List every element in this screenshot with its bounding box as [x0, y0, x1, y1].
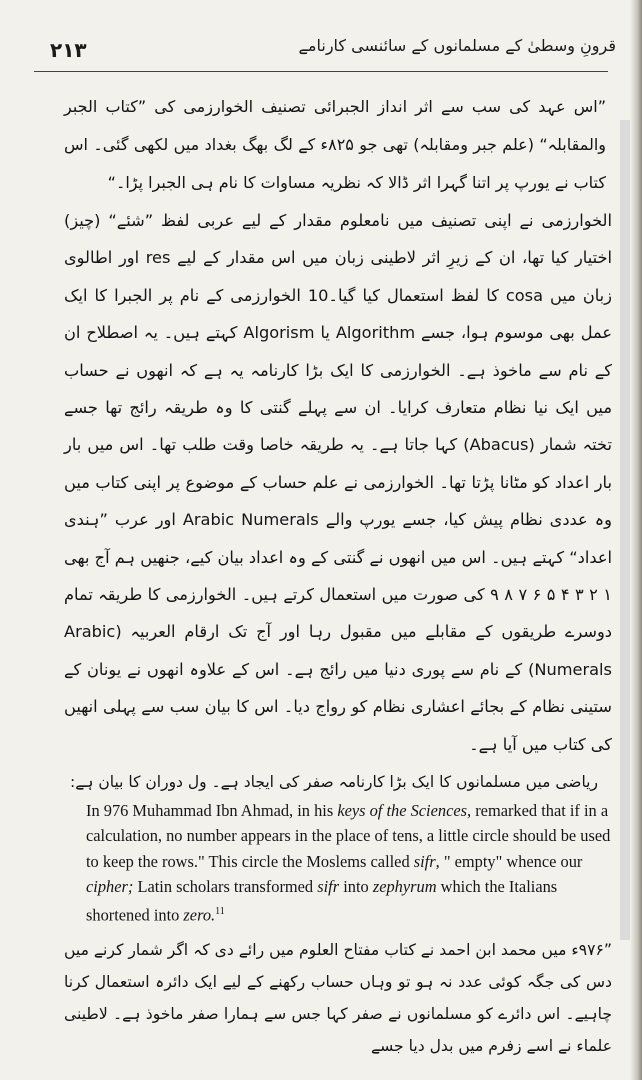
running-title: قرونِ وسطیٰ کے مسلمانوں کے سائنسی کارنامے [298, 36, 616, 55]
english-text: Latin scholars transformed [133, 876, 318, 896]
urdu-quote-translation: ”۹۷۶ء میں محمد ابن احمد نے کتاب مفتاح العلوم میں رائے دی کہ اگر شمار کرنے میں دس کی جگہ کوئی عدد نہ ہو تو وہاں حساب رکھنے کے لیے ایک دائرہ استعمال کرنا چاہیے۔ اس دائرے کو مسلمانوں نے صفر کہا جس سے ہمارا صفر ماخوذ ہے۔ لاطینی علماء نے اسے زفرم میں بدل دیا جسے [64, 940, 612, 1055]
term-sifr: sifr [413, 851, 436, 871]
english-text: In 976 Muhammad Ibn Ahmad, in his [86, 801, 338, 821]
header-rule [34, 71, 608, 72]
urdu-intro-zero: ریاضی میں مسلمانوں کا ایک بڑا کارنامہ صفر کی ایجاد ہے۔ ول دوران کا بیان ہے: [70, 773, 598, 792]
term-zephyrum: zephyrum [372, 876, 437, 896]
english-quote-durant [86, 798, 612, 927]
english-text: , remarked that if in a calculation, no number appears in the place of tens, a little circle should be used to keep the rows." This circle the Moslems called [86, 801, 611, 871]
english-text: into [339, 876, 373, 896]
page-number: ۲۱۳ [50, 38, 87, 62]
book-title-italic: keys of the Sciences [337, 801, 468, 821]
term-cipher: cipher; [86, 876, 134, 896]
urdu-paragraph-khwarizmi: الخوارزمی نے اپنی تصنیف میں نامعلوم مقدار کے لیے عربی لفظ ”شئے“ (چیز) اختیار کیا تھا، ان کے زیرِ اثر لاطینی زبان میں اس مقدار کے لیے res اور اطالوی زبان میں cosa کا لفظ استعمال کیا گیا۔10 الخوارزمی کے نام پر الجبرا کا ایک عمل بھی موسوم ہوا، جسے Algorithm یا Algorism کہتے ہیں۔ یہ اصطلاح ان کے نام سے ماخوذ ہے۔ الخوارزمی کا ایک بڑا کارنامہ یہ ہے کہ انھوں نے حساب میں ایک نیا نظام متعارف کرایا۔ ان سے پہلے گنتی کا وہ طریقہ رائج تھا جسے تختہ شمار (Abacus) کہا جاتا ہے۔ یہ طریقہ خاصا وقت طلب تھا۔ اس میں بار بار اعداد کو مٹانا پڑتا تھا۔ الخوارزمی نے علم حساب کے موضوع پر اپنی کتاب میں وہ عددی نظام پیش کیا، جسے یورپ والے Arabic Numerals اور عرب ”ہندی اعداد“ کہتے ہیں۔ اس میں انھوں نے گنتی کے وہ اعداد بیان کیے، جنھیں ہم آج بھی ۱ ۲ ۳ ۴ ۵ ۶ ۷ ۸ ۹ کی صورت میں استعمال کرتے ہیں۔ الخوارزمی کا طریقہ تمام دوسرے طریقوں کے مقابلے میں مقبول رہا اور آج تک ارقام العربیہ (Arabic Numerals) کے نام سے پوری دنیا میں رائج ہے۔ اس کے علاوہ انھوں نے یونان کے ستینی نظام کے بجائے اعشاری نظام کو رواج دیا۔ اس کا بیان سب سے پہلی انھیں کی کتاب میں آیا ہے۔ [64, 211, 613, 754]
footnote-marker: 11 [215, 905, 225, 917]
page-body [64, 88, 612, 1062]
urdu-quote-algebra: ”اس عہد کی سب سے اثر انداز الجبرائی تصنیف الخوارزمی کی ”کتاب الجبر والمقابلہ“ (علم جبر ومقابلہ) تھی جو ۸۲۵ء کے لگ بھگ بغداد میں لکھی گئی۔ اس کتاب نے یورپ پر اتنا گہرا اثر ڈالا کہ نظریہ مساوات کا نام ہی الجبرا پڑا۔“ [64, 97, 606, 192]
term-sifr: sifr [317, 876, 340, 896]
english-text: which the Italians shortened into [86, 876, 558, 925]
term-zero: zero. [183, 905, 216, 925]
english-text: , " empty" whence our [435, 851, 583, 871]
page-spine-shadow [630, 0, 642, 1080]
page-header [28, 30, 616, 70]
